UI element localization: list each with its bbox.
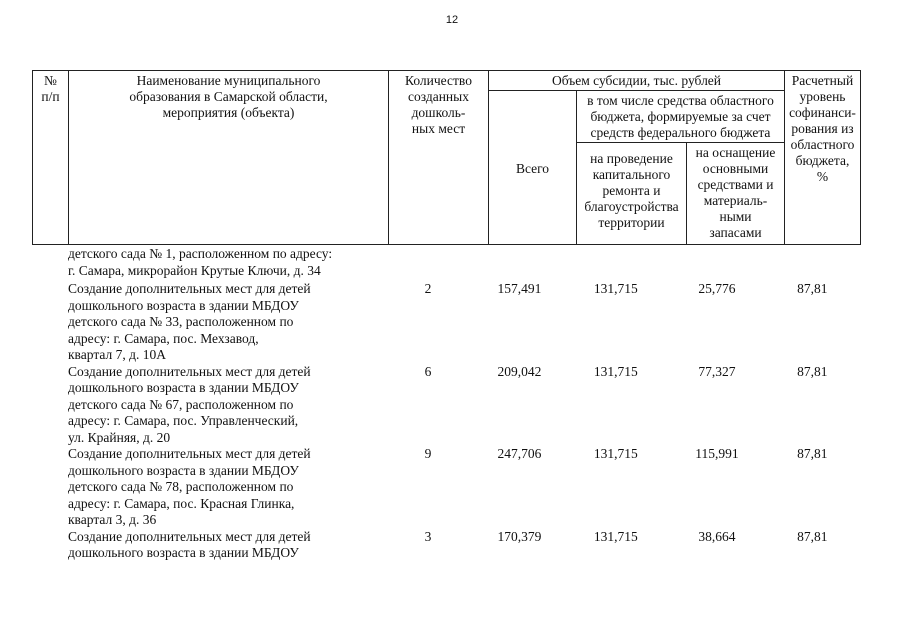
- row-rate: 87,81: [797, 363, 828, 379]
- header-col-equipment: на оснащение основными средствами и материаль- ными запасами: [687, 143, 785, 245]
- header-col-subsidy: Объем субсидии, тыс. рублей: [489, 71, 785, 91]
- row-capital: 131,715: [593, 363, 638, 379]
- row-equipment: 25,776: [698, 281, 736, 296]
- header-col-federal: в том числе средства областного бюджета, формируемые за счет средств федерального бюджета: [577, 91, 785, 143]
- row-name: Создание дополнительных мест для детей дошкольного возраста в здании МБДОУ детского сада № 67, расположенном по адресу: г. Самара, пос. Управленческий, ул. Крайняя, д. 20: [68, 363, 311, 445]
- row-capital: 131,715: [593, 528, 638, 544]
- continuation-text: детского сада № 1, расположенном по адресу: г. Самара, микрорайон Крутые Ключи, д. 34: [68, 246, 333, 278]
- row-equipment: 115,991: [695, 446, 739, 461]
- row-rate: 87,81: [797, 281, 828, 296]
- page-number: 12: [445, 14, 459, 26]
- row-rate: 87,81: [797, 446, 828, 461]
- header-col-name: Наименование муниципального образования в Самарской области, мероприятия (объекта): [69, 71, 389, 245]
- header-col-places: Количество созданных дошколь- ных мест: [389, 71, 489, 245]
- row-total: 247,706: [497, 446, 542, 461]
- row-name: Создание дополнительных мест для детей дошкольного возраста в здании МБДОУ: [68, 528, 311, 560]
- row-total: 170,379: [497, 528, 542, 544]
- row-rate: 87,81: [797, 528, 828, 544]
- row-name: Создание дополнительных мест для детей дошкольного возраста в здании МБДОУ детского сада № 33, расположенном по адресу: г. Самара, пос. Мехзавод, квартал 7, д. 10А: [68, 281, 311, 362]
- table-row: [32, 529, 860, 562]
- row-equipment: 77,327: [698, 363, 736, 379]
- row-equipment: 38,664: [698, 528, 736, 544]
- row-name: Создание дополнительных мест для детей дошкольного возраста в здании МБДОУ детского сада № 78, расположенном по адресу: г. Самара, пос. Красная Глинка, квартал 3, д. 36: [68, 446, 311, 527]
- header-col-capital: на проведение капитального ремонта и благоустройства территории: [577, 143, 687, 245]
- row-capital: 131,715: [593, 281, 638, 296]
- row-total: 157,491: [497, 281, 542, 296]
- header-col-total: Всего: [489, 91, 577, 245]
- row-capital: 131,715: [593, 446, 638, 461]
- row-places: 3: [424, 528, 432, 544]
- header-col-number: № п/п: [33, 71, 69, 245]
- row-places: 6: [424, 363, 432, 379]
- table-body: [32, 246, 860, 562]
- header-col-rate: Расчетный уровень софинанси- рования из областного бюджета, %: [785, 71, 861, 245]
- row-places: 2: [424, 281, 432, 296]
- table-row: [32, 364, 860, 447]
- table-row: [32, 446, 860, 529]
- row-total: 209,042: [497, 363, 542, 379]
- row-places: 9: [424, 446, 432, 461]
- table-header: [32, 70, 861, 245]
- table-row: [32, 281, 860, 364]
